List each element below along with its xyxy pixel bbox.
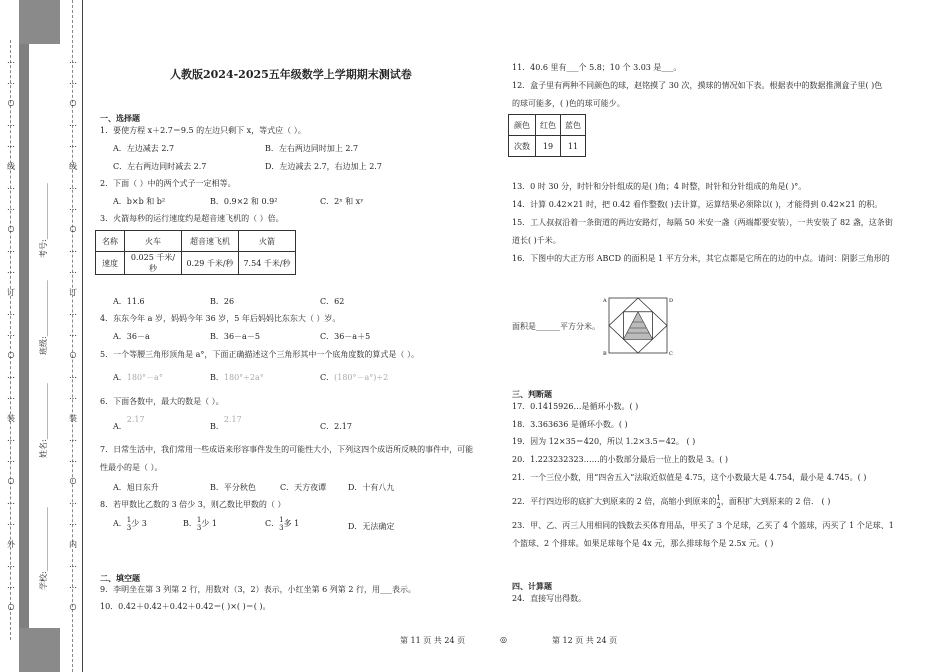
question-12-line2: 的球可能多，( )色的球可能少。 bbox=[512, 99, 625, 108]
binding-mark: … bbox=[7, 182, 15, 191]
q7-option-a: A．旭日东升 bbox=[113, 483, 159, 492]
q3-table-cell: 0.025 千米/秒 bbox=[125, 252, 182, 275]
q16-answer-line: 面积是______平方分米。 bbox=[512, 322, 600, 331]
binding-mark: … bbox=[69, 308, 77, 317]
footer-page-left: 第 11 页 共 24 页 bbox=[400, 636, 466, 645]
question-10: 10．0.42＋0.42＋0.42＋0.42＝( )×( )＝( )。 bbox=[100, 602, 271, 611]
question-8: 8．若甲数比乙数的 3 倍少 3，则乙数比甲数的（ ） bbox=[100, 500, 286, 509]
q12-table-cell: 次数 bbox=[509, 136, 536, 157]
binding-mark: … bbox=[7, 434, 15, 443]
binding-mark: ○ bbox=[69, 476, 77, 485]
binding-mark: … bbox=[69, 119, 77, 128]
binding-mark: … bbox=[69, 371, 77, 380]
outer-cut-line bbox=[10, 40, 11, 640]
school-field[interactable]: 学校:________________ bbox=[39, 507, 48, 590]
question-15-line1: 15．工人叔叔沿着一条街道的两边安路灯，每隔 50 米安一盏（两端都要安装），一共安装了 82 盏，这条街 bbox=[512, 218, 893, 227]
binding-mark: … bbox=[7, 329, 15, 338]
binding-mark: 订 bbox=[69, 288, 77, 297]
q1-option-b: B．左右两边同时加上 2.7 bbox=[265, 144, 359, 153]
question-24: 24．直接写出得数。 bbox=[512, 594, 587, 603]
binding-mark: 装 bbox=[69, 414, 77, 423]
q3-speed-table bbox=[95, 230, 296, 275]
question-19: 19．因为 12×35＝420，所以 1.2×3.5＝42。 ( ) bbox=[512, 437, 696, 446]
binding-mark: … bbox=[69, 581, 77, 590]
name-field[interactable]: 姓名:______________ bbox=[39, 383, 48, 458]
q2-option-b: B．0.9×2 和 0.9² bbox=[210, 197, 278, 206]
question-3: 3．火箭每秒的运行速度约是超音速飞机的（ ）倍。 bbox=[100, 214, 284, 223]
label-b: B bbox=[603, 351, 607, 356]
q7-option-c: C．天方夜谭 bbox=[280, 483, 327, 492]
q8-option-b: B．1 3少 1 bbox=[183, 516, 217, 532]
binding-mark: ○ bbox=[7, 476, 15, 485]
q5-option-b: B．180°÷2a° bbox=[210, 373, 264, 382]
class-field[interactable]: 班级:______________ bbox=[39, 280, 48, 355]
question-11: 11．40.6 里有___个 5.8；10 个 3.03 是___。 bbox=[512, 63, 682, 72]
question-15-line2: 道长( )千米。 bbox=[512, 236, 561, 245]
binding-mark: … bbox=[7, 266, 15, 275]
binding-mark: 内 bbox=[69, 540, 77, 549]
q3-option-b: B．26 bbox=[210, 297, 235, 306]
binding-mark: … bbox=[69, 56, 77, 65]
q7-option-d: D．十有八九 bbox=[348, 483, 395, 492]
section-choice-heading: 一、选择题 bbox=[100, 114, 140, 123]
question-17: 17．0.1415926…是循环小数。( ) bbox=[512, 402, 639, 411]
label-a: A bbox=[603, 298, 607, 304]
binding-mark: … bbox=[69, 203, 77, 212]
question-14: 14．计算 0.42×21 时，把 0.42 看作整数( )去计算，运算结果必须除以( )，才能得到 0.42×21 的积。 bbox=[512, 200, 883, 209]
q3-table-cell: 0.29 千米/秒 bbox=[182, 252, 239, 275]
q1-option-d: D．左边减去 2.7，右边加上 2.7 bbox=[265, 162, 382, 171]
q3-table-cell: 7.54 千米/秒 bbox=[239, 252, 296, 275]
binding-mark: ○ bbox=[69, 224, 77, 233]
question-7-line2: 性最小的是（ ）。 bbox=[100, 463, 163, 472]
binding-mark: ○ bbox=[7, 602, 15, 611]
binding-mark: ○ bbox=[69, 98, 77, 107]
q16-square-figure bbox=[603, 292, 675, 356]
binding-mark: … bbox=[7, 455, 15, 464]
question-18: 18．3.363636 是循环小数。( ) bbox=[512, 420, 628, 429]
binding-mark: ○ bbox=[7, 350, 15, 359]
binding-mark: … bbox=[69, 266, 77, 275]
binding-mark: … bbox=[69, 434, 77, 443]
binding-mark: … bbox=[7, 581, 15, 590]
q12-table-cell: 红色 bbox=[536, 115, 561, 136]
question-16: 16．下图中的大正方形 ABCD 的面积是 1 平方分米，其它点都是它所在的边的中点。请问：阴影三角形的 bbox=[512, 254, 890, 263]
binding-mark: ○ bbox=[69, 350, 77, 359]
binding-mark: … bbox=[69, 392, 77, 401]
question-6: 6．下面各数中，最大的数是（ ）。 bbox=[100, 397, 224, 406]
q12-table-cell: 蓝色 bbox=[561, 115, 586, 136]
q8-option-d: D．无法确定 bbox=[348, 522, 395, 531]
q12-table-cell: 19 bbox=[536, 136, 561, 157]
q4-option-c: C．36－a＋5 bbox=[320, 332, 371, 341]
q6-option-a: A．2.17 bbox=[113, 415, 145, 431]
question-5: 5．一个等腰三角形顶角是 a°，下面正确描述这个三角形其中一个底角度数的算式是（ ）。 bbox=[100, 350, 419, 359]
binding-mark: … bbox=[7, 119, 15, 128]
question-23-line1: 23．甲、乙、丙三人用相同的钱数去买体育用品，甲买了 3 个足球，乙买了 4 个篮球，丙买了 1 个足球、1 bbox=[512, 521, 894, 530]
q1-option-c: C．左右两边同时减去 2.7 bbox=[113, 162, 207, 171]
binding-mark: … bbox=[7, 560, 15, 569]
footer-center-mark: ◎ bbox=[500, 635, 507, 644]
binding-mark: 线 bbox=[7, 162, 15, 171]
binding-mark: … bbox=[69, 560, 77, 569]
page-title: 人教版2024-2025五年级数学上学期期末测试卷 bbox=[170, 68, 412, 81]
label-c: C bbox=[669, 351, 673, 356]
q5-option-a: A．180°－a° bbox=[113, 373, 163, 382]
question-23-line2: 个篮球、2 个排球。如果足球每个是 4x 元，那么排球每个是 2.5x 元。( ) bbox=[512, 539, 774, 548]
q2-option-c: C．2ˣ 和 xʸ bbox=[320, 197, 364, 206]
binding-mark: 线 bbox=[69, 162, 77, 171]
question-20: 20．1.223232323……的小数部分最后一位上的数是 3。( ) bbox=[512, 455, 729, 464]
binding-strip-bottom-block bbox=[19, 628, 60, 672]
q3-table-cell: 超音速飞机 bbox=[182, 231, 239, 252]
binding-mark: … bbox=[69, 182, 77, 191]
question-2: 2．下面（ ）中的两个式子一定相等。 bbox=[100, 179, 236, 188]
footer-page-right: 第 12 页 共 24 页 bbox=[552, 636, 618, 645]
binding-mark: 订 bbox=[7, 288, 15, 297]
section-calc-heading: 四、计算题 bbox=[512, 582, 552, 591]
binding-mark: … bbox=[7, 308, 15, 317]
q4-option-a: A．36－a bbox=[113, 332, 150, 341]
binding-mark: ○ bbox=[7, 224, 15, 233]
question-13: 13．0 时 30 分，时针和分针组成的是( )角；4 时整，时针和分针组成的角是( )°。 bbox=[512, 182, 807, 191]
binding-mark: ○ bbox=[69, 602, 77, 611]
section-fill-heading: 二、填空题 bbox=[100, 574, 140, 583]
binding-mark: … bbox=[69, 140, 77, 149]
binding-mark: … bbox=[69, 497, 77, 506]
binding-mark: … bbox=[69, 329, 77, 338]
binding-mark: … bbox=[7, 77, 15, 86]
q7-option-b: B．平分秋色 bbox=[210, 483, 256, 492]
shaded-triangle bbox=[624, 312, 653, 340]
q3-table-cell: 火车 bbox=[125, 231, 182, 252]
binding-mark: 装 bbox=[7, 414, 15, 423]
question-1: 1．要使方程 x＋2.7＝9.5 的左边只剩下 x，等式应（ ）。 bbox=[100, 126, 306, 135]
question-4: 4．东东今年 a 岁，妈妈今年 36 岁，5 年后妈妈比东东大（ ）岁。 bbox=[100, 314, 341, 323]
q8-option-c: C．1 3多 1 bbox=[265, 516, 300, 532]
q3-option-a: A．11.6 bbox=[113, 297, 145, 306]
binding-mark: … bbox=[69, 455, 77, 464]
q3-table-cell: 速度 bbox=[96, 252, 125, 275]
q3-option-c: C．62 bbox=[320, 297, 345, 306]
binding-mark: … bbox=[7, 518, 15, 527]
question-21: 21．一个三位小数，用“四舍五入”法取近似值是 4.75，这个小数最大是 4.754，最小是 4.745。( ) bbox=[512, 473, 867, 482]
exam-number-field[interactable]: 考号:______________ bbox=[39, 183, 48, 258]
q3-table-cell: 名称 bbox=[96, 231, 125, 252]
binding-mark: ○ bbox=[7, 98, 15, 107]
question-22: 22．平行四边形的底扩大到原来的 2 倍，高缩小到原来的1 2，面积扩大到原来的 2 倍． ( ) bbox=[512, 494, 831, 510]
q12-ball-table bbox=[508, 114, 586, 157]
q5-option-c: C．(180°－a°)÷2 bbox=[320, 373, 389, 382]
section-judge-heading: 三、判断题 bbox=[512, 390, 552, 399]
q6-option-c: C．2.17 bbox=[320, 422, 352, 431]
q4-option-b: B．36－a－5 bbox=[210, 332, 260, 341]
binding-mark: … bbox=[7, 203, 15, 212]
binding-mark: … bbox=[7, 497, 15, 506]
binding-mark: … bbox=[69, 245, 77, 254]
q1-option-a: A．左边减去 2.7 bbox=[113, 144, 175, 153]
question-7-line1: 7．日常生活中，我们常用一些成语来形容事件发生的可能性大小，下列这四个成语所反映的事件中，可能 bbox=[100, 445, 474, 454]
q3-table-cell: 火箭 bbox=[239, 231, 296, 252]
binding-mark: … bbox=[69, 77, 77, 86]
binding-mark: … bbox=[7, 392, 15, 401]
binding-strip-top-block bbox=[19, 0, 60, 44]
label-d: D bbox=[669, 298, 674, 304]
q6-option-b: B．2.17 bbox=[210, 415, 242, 431]
binding-mark: … bbox=[7, 245, 15, 254]
q12-table-cell: 11 bbox=[561, 136, 586, 157]
page-border-line bbox=[82, 0, 83, 672]
binding-mark: … bbox=[7, 371, 15, 380]
q8-option-a: A．1 3少 3 bbox=[113, 516, 147, 532]
binding-mark: … bbox=[7, 140, 15, 149]
binding-mark: … bbox=[7, 56, 15, 65]
q2-option-a: A．b×b 和 b² bbox=[113, 197, 166, 206]
q12-table-cell: 颜色 bbox=[509, 115, 536, 136]
binding-mark: … bbox=[69, 518, 77, 527]
question-9: 9．李明坐在第 3 列第 2 行，用数对（3，2）表示，小红坐第 6 列第 2 行，用___表示。 bbox=[100, 585, 416, 594]
binding-mark: 外 bbox=[7, 540, 15, 549]
question-12-line1: 12．盒子里有两种不同颜色的球，赵铭摸了 30 次，摸球的情况如下表。根据表中的数据推测盒子里( )色 bbox=[512, 81, 883, 90]
